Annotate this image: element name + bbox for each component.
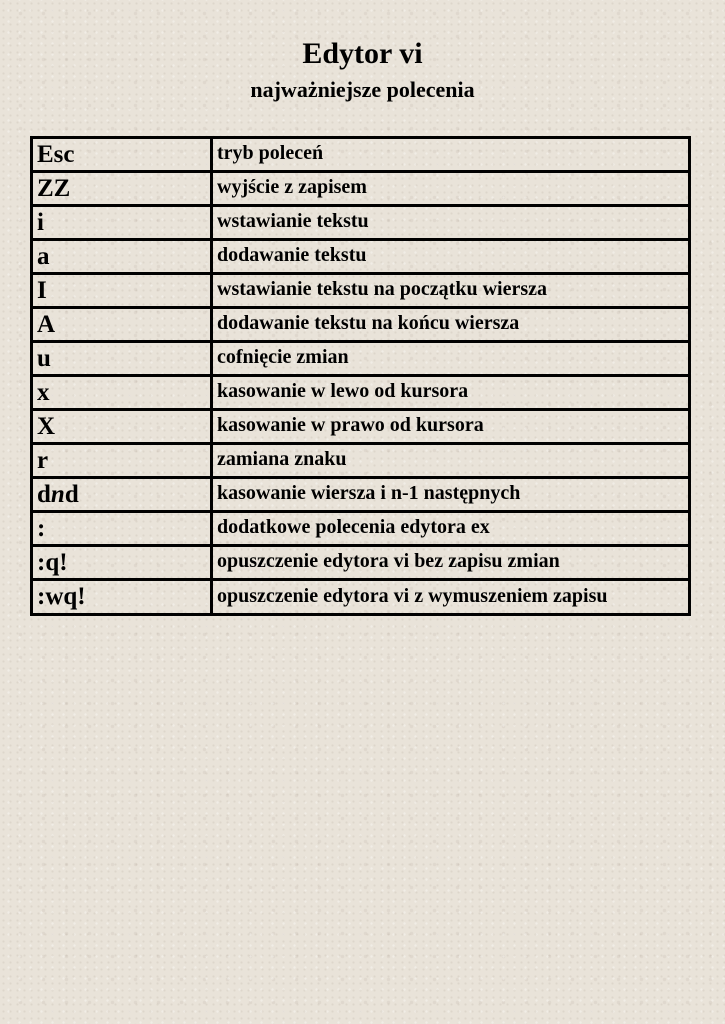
table-row	[32, 410, 690, 444]
command-description: wstawianie tekstu	[212, 206, 690, 240]
command-description: wstawianie tekstu na początku wiersza	[212, 274, 690, 308]
command-key: x	[32, 376, 212, 410]
command-description: opuszczenie edytora vi z wymuszeniem zapisu	[212, 580, 690, 615]
command-key: :	[32, 512, 212, 546]
command-key: :q!	[32, 546, 212, 580]
table-row	[32, 308, 690, 342]
command-description: kasowanie wiersza i n-1 następnych	[212, 478, 690, 512]
command-key: r	[32, 444, 212, 478]
command-description: zamiana znaku	[212, 444, 690, 478]
command-key: :wq!	[32, 580, 212, 615]
command-description: dodawanie tekstu na końcu wiersza	[212, 308, 690, 342]
table-row	[32, 172, 690, 206]
command-description: tryb poleceń	[212, 138, 690, 172]
table-row	[32, 240, 690, 274]
command-key: u	[32, 342, 212, 376]
command-description: wyjście z zapisem	[212, 172, 690, 206]
command-key	[32, 478, 212, 512]
command-description: kasowanie w lewo od kursora	[212, 376, 690, 410]
command-description: kasowanie w prawo od kursora	[212, 410, 690, 444]
table-row	[32, 138, 690, 172]
command-key: I	[32, 274, 212, 308]
table-row	[32, 580, 690, 615]
table-row	[32, 444, 690, 478]
table-row	[32, 274, 690, 308]
commands-table	[30, 136, 691, 616]
command-key: a	[32, 240, 212, 274]
command-key: A	[32, 308, 212, 342]
table-row	[32, 512, 690, 546]
command-key: Esc	[32, 138, 212, 172]
table-row	[32, 342, 690, 376]
command-key: ZZ	[32, 172, 212, 206]
document-title: Edytor vi	[302, 37, 423, 70]
table-row	[32, 206, 690, 240]
command-key-suffix: d	[64, 481, 79, 508]
command-description: opuszczenie edytora vi bez zapisu zmian	[212, 546, 690, 580]
table-row	[32, 376, 690, 410]
command-key: X	[32, 410, 212, 444]
command-key-italic: n	[50, 481, 65, 508]
command-description: cofnięcie zmian	[212, 342, 690, 376]
command-key: i	[32, 206, 212, 240]
command-description: dodatkowe polecenia edytora ex	[212, 512, 690, 546]
command-description: dodawanie tekstu	[212, 240, 690, 274]
table-row	[32, 546, 690, 580]
table-row	[32, 478, 690, 512]
document-subtitle: najważniejsze polecenia	[250, 77, 475, 102]
command-key-prefix: d	[37, 481, 51, 508]
